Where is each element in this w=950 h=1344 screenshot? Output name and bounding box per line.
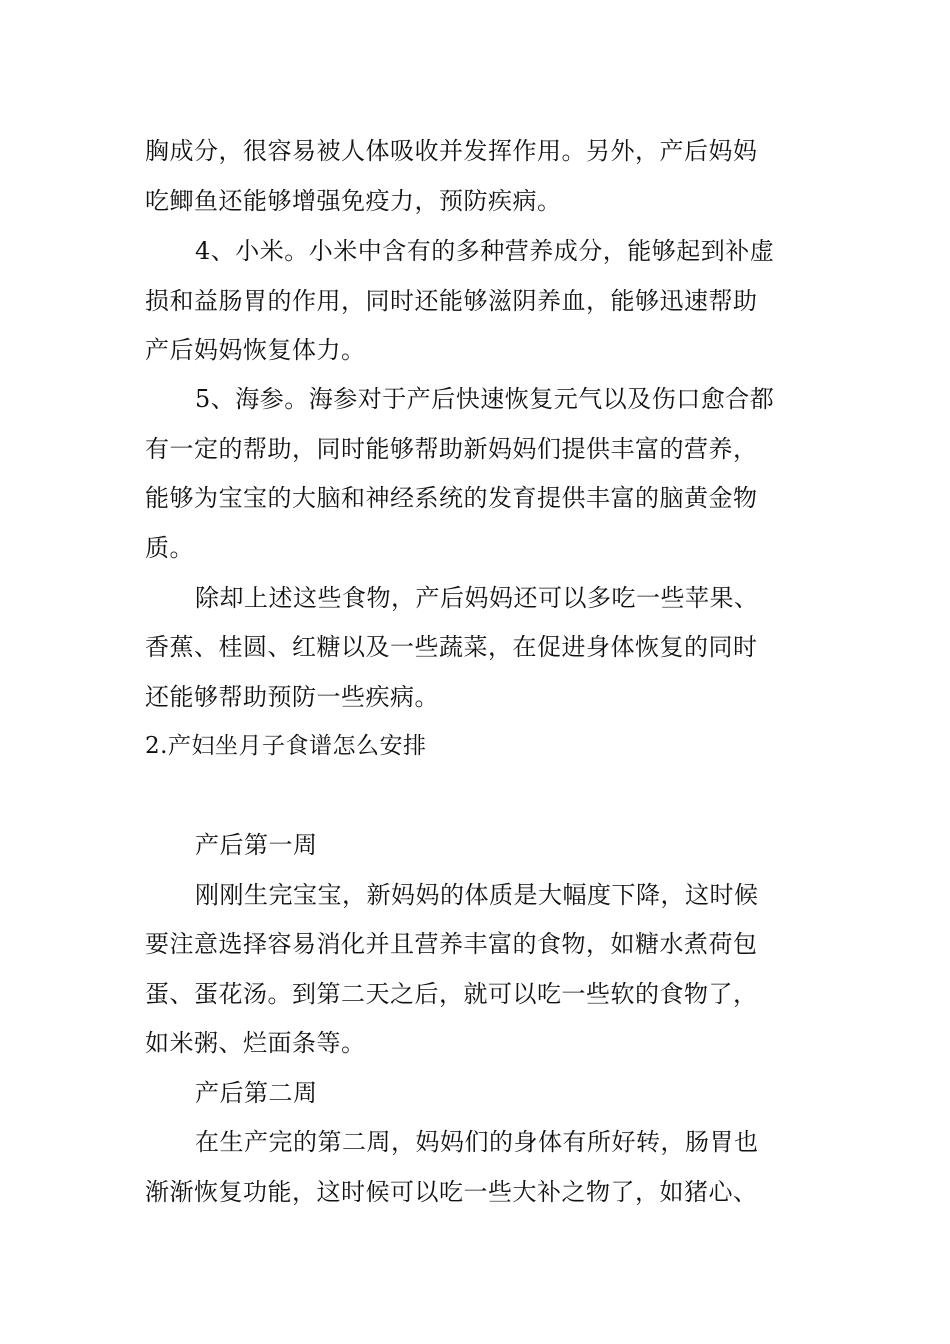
text-line: 如米粥、烂面条等。 [145,1029,366,1057]
text-line: 胸成分，很容易被人体吸收并发挥作用。另外，产后妈妈 [145,137,758,165]
text-line: 蛋、蛋花汤。到第二天之后，就可以吃一些软的食物了， [145,980,758,1008]
text-line: 刚刚生完宝宝，新妈妈的体质是大幅度下降，这时候 [195,881,759,909]
text-line: 吃鲫鱼还能够增强免疫力，预防疾病。 [145,187,562,215]
text-line: 香蕉、桂圆、红糖以及一些蔬菜，在促进身体恢复的同时 [145,633,758,661]
text-line: 产后妈妈恢复体力。 [145,336,366,364]
text-line: 除却上述这些食物，产后妈妈还可以多吃一些苹果、 [195,584,759,612]
text-line: 要注意选择容易消化并且营养丰富的食物，如糖水煮荷包 [145,930,758,958]
text-line: 渐渐恢复功能，这时候可以吃一些大补之物了，如猪心、 [145,1178,758,1206]
text-line: 还能够帮助预防一些疾病。 [145,683,439,711]
text-line: 损和益肠胃的作用，同时还能够滋阴养血，能够迅速帮助 [145,287,758,315]
text-line: 有一定的帮助，同时能够帮助新妈妈们提供丰富的营养， [145,435,758,463]
text-line: 在生产完的第二周，妈妈们的身体有所好转，肠胃也 [195,1128,759,1156]
text-line: 5、海参。海参对于产后快速恢复元气以及伤口愈合都 [195,385,775,413]
text-line: 质。 [145,534,194,562]
section-heading: 2.产妇坐月子食谱怎么安排 [145,733,427,759]
text-line: 4、小米。小米中含有的多种营养成分，能够起到补虚 [195,237,775,265]
subheading-week-2: 产后第二周 [195,1079,318,1107]
text-line: 能够为宝宝的大脑和神经系统的发育提供丰富的脑黄金物 [145,484,758,512]
subheading-week-1: 产后第一周 [195,831,318,859]
